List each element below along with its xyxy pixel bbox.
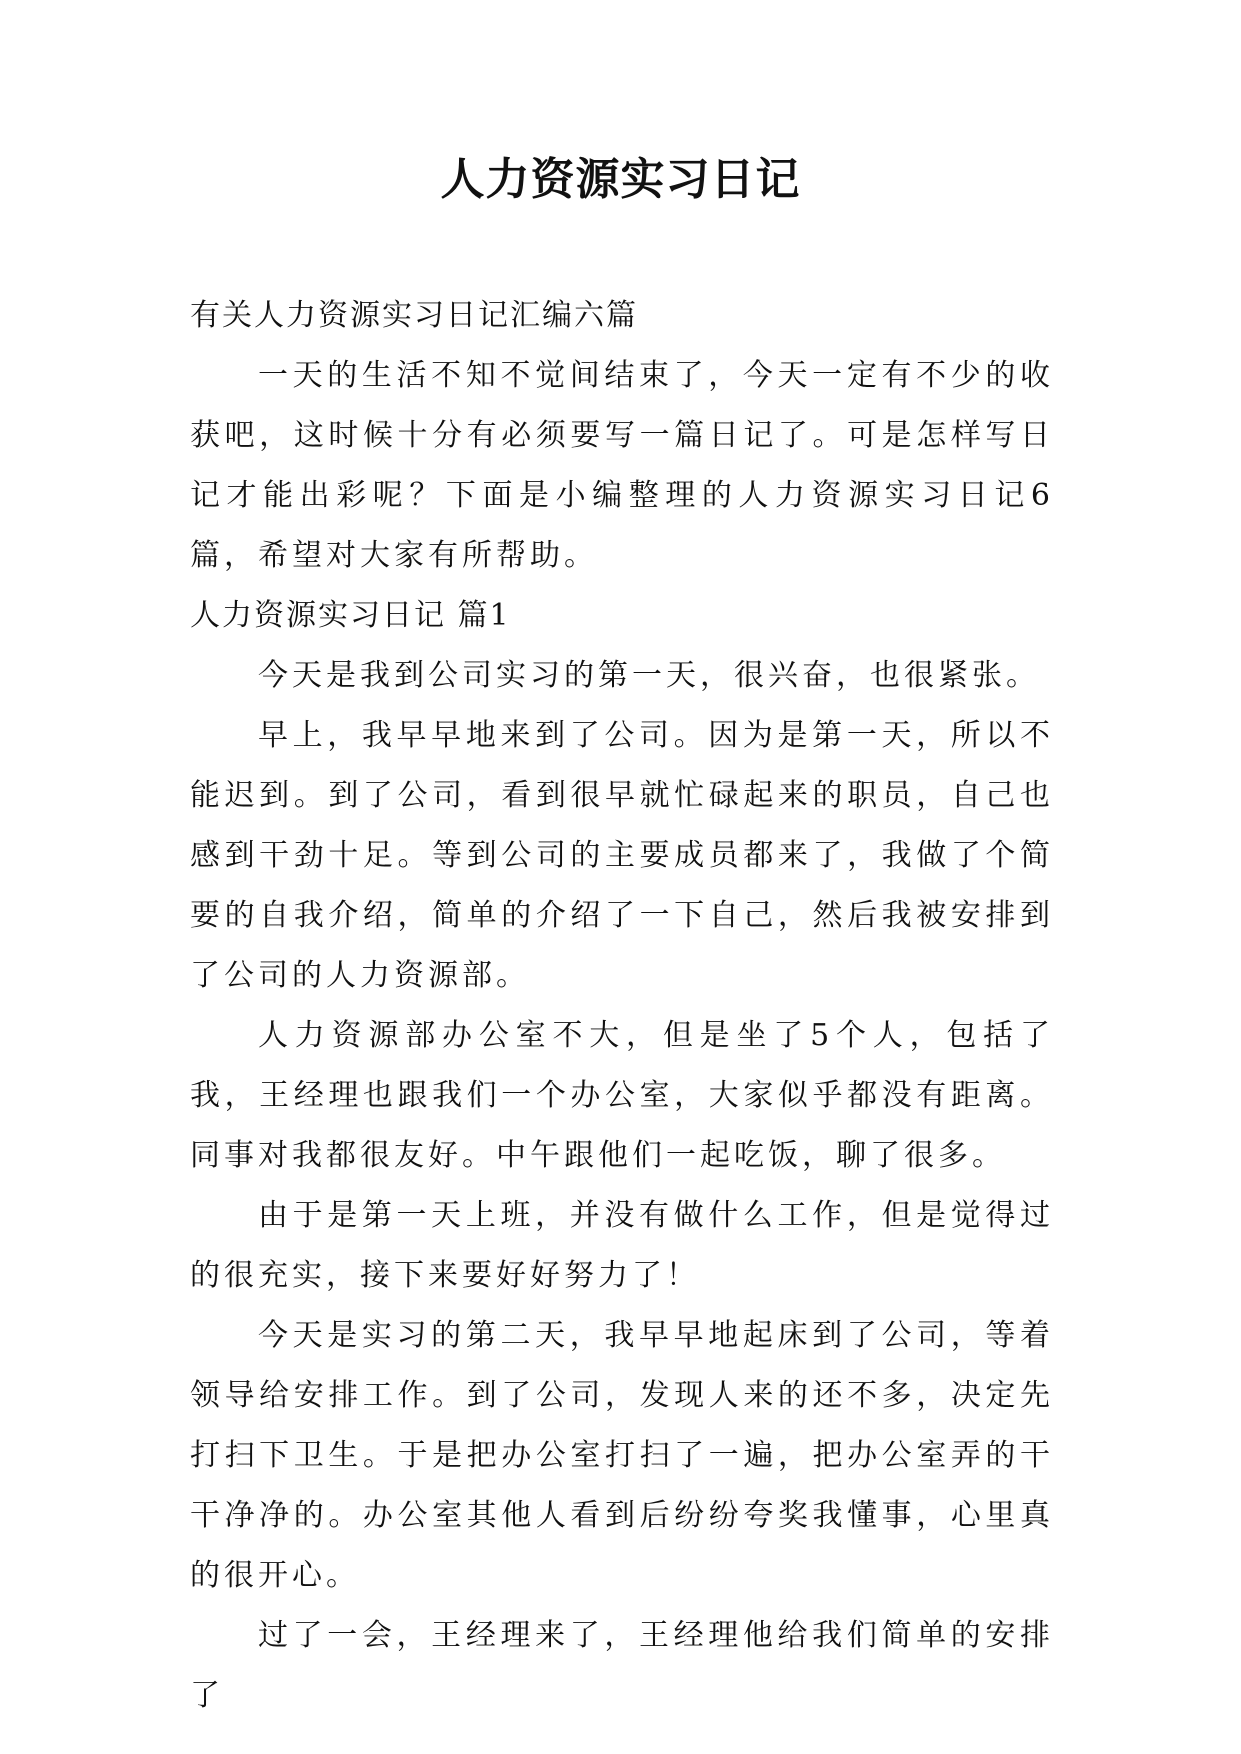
body-paragraph: 过了一会，王经理来了，王经理他给我们简单的安排了 bbox=[190, 1618, 1054, 1713]
document-body bbox=[190, 286, 1054, 1726]
document-title: 人力资源实习日记 bbox=[440, 154, 801, 205]
body-paragraph: 今天是实习的第二天，我早早地起床到了公司，等着领导给安排工作。到了公司，发现人来的还不多，决定先打扫下卫生。于是把办公室打扫了一遍，把办公室弄的干干净净的。办公室其他人看到后纷纷夸奖我懂事，心里真的很开心。 bbox=[190, 1318, 1054, 1593]
intro-paragraph: 一天的生活不知不觉间结束了，今天一定有不少的收获吧，这时候十分有必须要写一篇日记了。可是怎样写日记才能出彩呢？下面是小编整理的人力资源实习日记6篇，希望对大家有所帮助。 bbox=[190, 358, 1054, 573]
section-heading: 人力资源实习日记 篇1 bbox=[190, 598, 511, 633]
body-paragraph: 由于是第一天上班，并没有做什么工作，但是觉得过的很充实，接下来要好好努力了！ bbox=[190, 1198, 1054, 1293]
body-paragraph: 早上，我早早地来到了公司。因为是第一天，所以不能迟到。到了公司，看到很早就忙碌起来的职员，自己也感到干劲十足。等到公司的主要成员都来了，我做了个简要的自我介绍，简单的介绍了一下自己，然后我被安排到了公司的人力资源部。 bbox=[190, 718, 1054, 993]
body-paragraph: 今天是我到公司实习的第一天，很兴奋，也很紧张。 bbox=[258, 658, 1040, 693]
body-paragraph: 人力资源部办公室不大，但是坐了5个人，包括了我，王经理也跟我们一个办公室，大家似乎都没有距离。同事对我都很友好。中午跟他们一起吃饭，聊了很多。 bbox=[190, 1018, 1054, 1173]
document-subtitle: 有关人力资源实习日记汇编六篇 bbox=[190, 298, 638, 333]
